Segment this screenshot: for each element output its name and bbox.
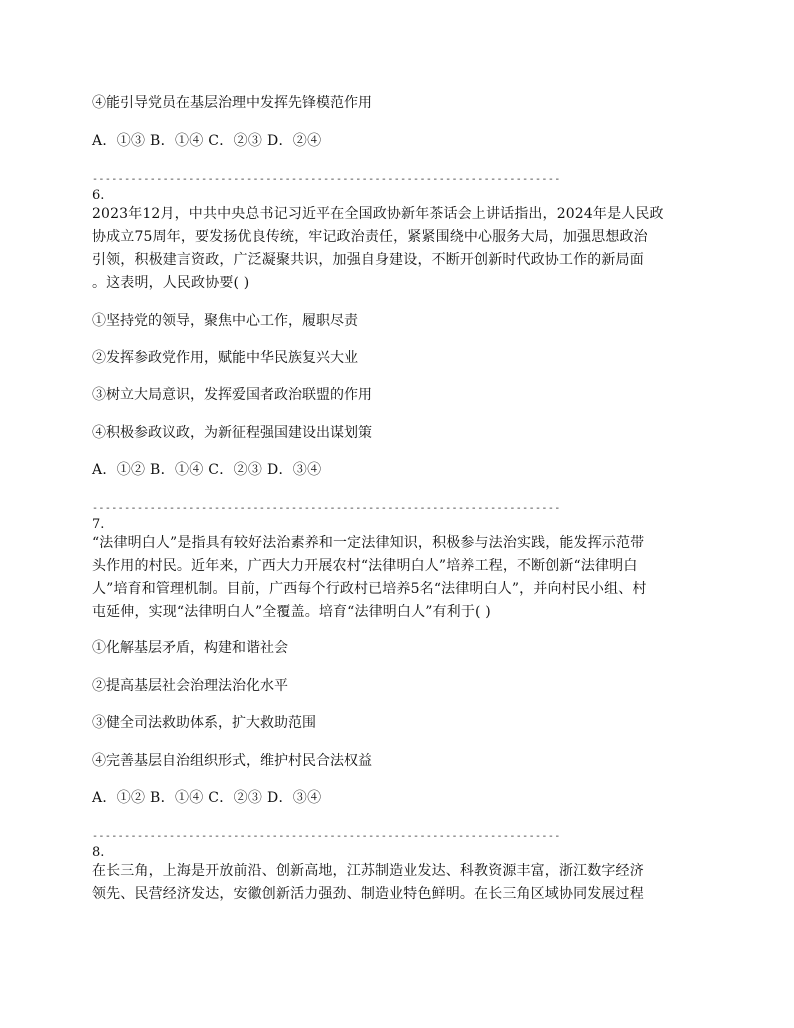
- q7-stem-line-2: 头作用的村民。近年来，广西大力开展农村“法律明白人”培养工程，不断创新“法律明白: [92, 558, 638, 574]
- q7-stem-line-1: “法律明白人”是指具有较好法治素养和一定法律知识，积极参与法治实践，能发挥示范带: [92, 535, 645, 551]
- q7-stem-line-4: 屯延伸，实现“法律明白人”全覆盖。培育“法律明白人”有利于( ): [92, 604, 491, 620]
- q6-stem-line-2: 协成立75周年，要发扬优良传统，牢记政治责任，紧紧围绕中心服务大局，加强思想政治: [92, 229, 648, 245]
- q6-option-1: ①坚持党的领导，聚焦中心工作，履职尽责: [92, 313, 358, 329]
- q7-option-3: ③健全司法救助体系，扩大救助范围: [92, 715, 316, 731]
- q8-number: 8.: [92, 845, 105, 860]
- q8-stem-line-2: 领先、民营经济发达，安徽创新活力强劲、制造业特色鲜明。在长三角区域协同发展过程: [92, 886, 644, 902]
- q6-option-4: ④积极参政议政，为新征程强国建设出谋划策: [92, 425, 372, 441]
- q7-number: 7.: [92, 517, 105, 532]
- q6-stem-line-4: 。这表明，人民政协要( ): [92, 275, 250, 291]
- q5-option-4: ④能引导党员在基层治理中发挥先锋模范作用: [92, 95, 372, 111]
- q7-stem-line-3: 人”培育和管理机制。目前，广西每个行政村已培养5名“法律明白人”，并向村民小组、村: [92, 581, 647, 597]
- q7-answer-choices: A．①② B．①④ C．②③ D．③④: [92, 790, 322, 806]
- separator-line: -------------------------------------------------------------------------: [92, 831, 561, 842]
- q7-option-2: ②提高基层社会治理法治化水平: [92, 678, 288, 694]
- q6-answer-choices: A．①② B．①④ C．②③ D．③④: [92, 462, 322, 478]
- q8-stem-line-1: 在长三角，上海是开放前沿、创新高地，江苏制造业发达、科教资源丰富，浙江数字经济: [92, 863, 644, 879]
- q6-number: 6.: [92, 188, 105, 203]
- q6-option-3: ③树立大局意识，发挥爱国者政治联盟的作用: [92, 387, 372, 403]
- q5-answer-choices: A．①③ B．①④ C．②③ D．②④: [92, 133, 322, 149]
- q6-option-2: ②发挥参政党作用，赋能中华民族复兴大业: [92, 350, 358, 366]
- q6-stem-line-3: 引领，积极建言资政，广泛凝聚共识，加强自身建设，不断开创新时代政协工作的新局面: [92, 252, 644, 268]
- q6-stem-line-1: 2023年12月，中共中央总书记习近平在全国政协新年茶话会上讲话指出，2024年是人民政: [92, 206, 664, 222]
- q7-option-1: ①化解基层矛盾，构建和谐社会: [92, 640, 288, 656]
- separator-line: -------------------------------------------------------------------------: [92, 174, 561, 185]
- separator-line: -------------------------------------------------------------------------: [92, 503, 561, 514]
- q7-option-4: ④完善基层自治组织形式，维护村民合法权益: [92, 753, 372, 769]
